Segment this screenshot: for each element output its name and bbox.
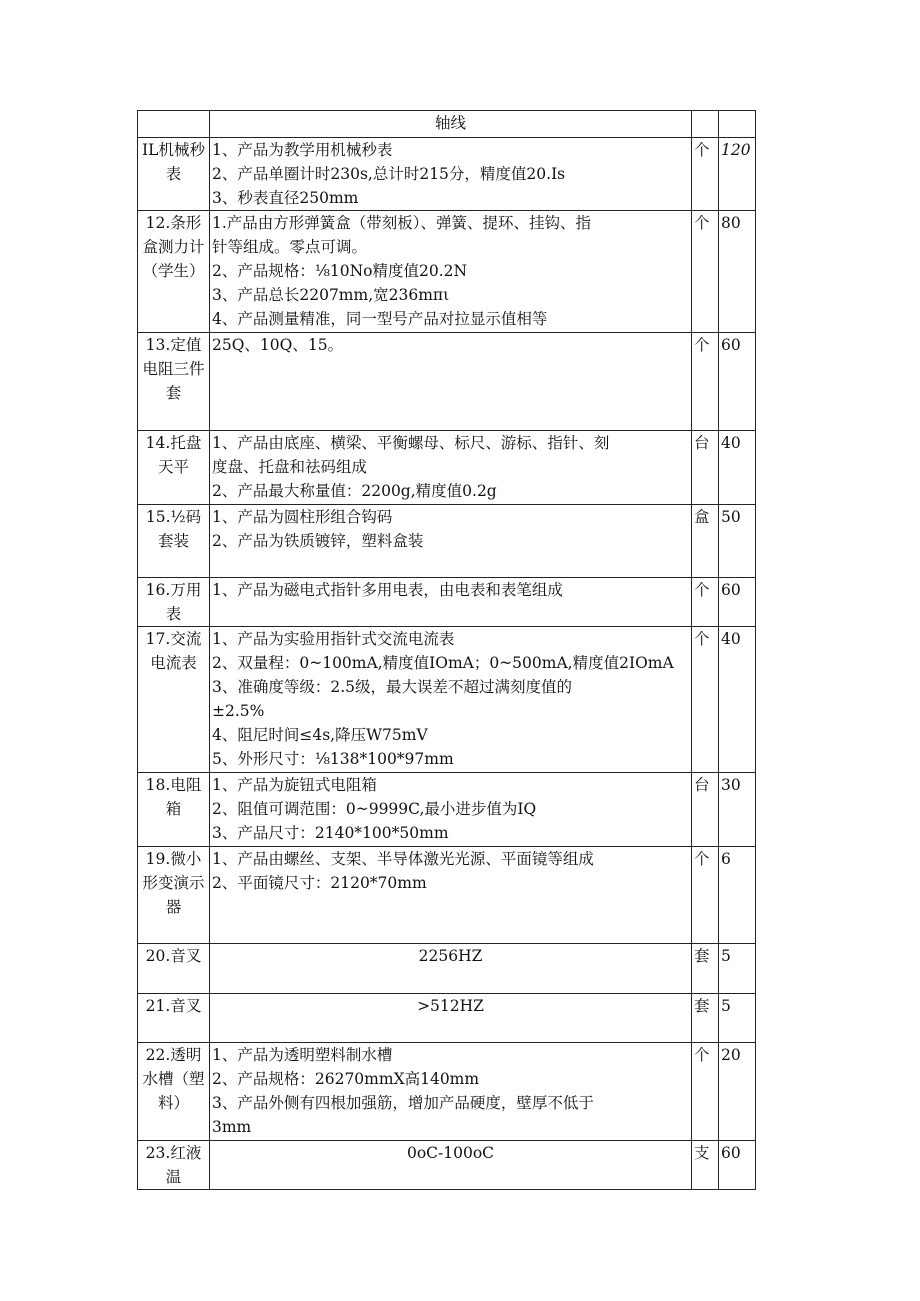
spec-line: ±2.5% [212,702,265,720]
spec-cell [210,505,692,578]
table-row [138,944,756,994]
table-row [138,505,756,578]
item-name-cell: IL机械秒表 [138,138,210,211]
spec-line: 1、产品为磁电式指针多用电表，由电表和表笔组成 [212,581,563,599]
quantity-cell [719,111,756,138]
spec-line: 1、产品由底座、横梁、平衡螺母、标尺、游标、指针、刻 [212,434,610,452]
table-row [138,1043,756,1141]
unit-cell: 支 [692,1141,719,1190]
spec-line: 3mm [212,1118,252,1136]
unit-cell: 个 [692,333,719,431]
item-name-cell: 17.交流电流表 [138,627,210,773]
item-name-cell: 12.条形盒测力计（学生） [138,211,210,333]
spec-line: 1、产品为圆柱形组合钩码 [212,508,393,526]
spec-cell [210,578,692,627]
spec-cell [210,994,692,1043]
item-name-cell: 18.电阻箱 [138,773,210,847]
spec-cell [210,431,692,505]
spec-line: 1.产品由方形弹簧盒（带刻板）、弹簧、提环、挂钩、指 [212,214,592,232]
quantity-cell: 5 [719,994,756,1043]
spec-line: 轴线 [434,114,466,132]
table-row [138,994,756,1043]
quantity-cell: 40 [719,431,756,505]
unit-cell: 台 [692,773,719,847]
item-name-cell: 22.透明水槽（塑料） [138,1043,210,1141]
item-name-cell: 15.½码套装 [138,505,210,578]
quantity-cell: 60 [719,333,756,431]
table-row [138,1141,756,1190]
spec-cell [210,847,692,944]
spec-line: 3、产品外侧有四根加强筋，增加产品硬度，壁厚不低于 [212,1094,594,1112]
spec-line: 2、产品为铁质镀锌，塑料盒装 [212,532,424,550]
unit-cell: 个 [692,1043,719,1141]
quantity-cell: 6 [719,847,756,944]
unit-cell: 台 [692,431,719,505]
spec-line: 度盘、托盘和祛码组成 [212,458,368,476]
spec-cell [210,944,692,994]
spec-line: 2、产品最大称量值：2200g,精度值0.2g [212,482,497,500]
item-name-cell: 13.定值电阻三件套 [138,333,210,431]
quantity-cell: 40 [719,627,756,773]
spec-line: 1、产品由螺丝、支架、半导体激光光源、平面镜等组成 [212,850,594,868]
spec-line: 5、外形尺寸：⅛138*100*97mm [212,750,454,768]
unit-cell: 个 [692,627,719,773]
spec-cell [210,773,692,847]
item-name-cell: 23.红液温 [138,1141,210,1190]
spec-line: 4、产品测量精准，同一型号产品对拉显示值相等 [212,310,548,328]
spec-line: 2256HZ [418,947,483,965]
unit-cell: 个 [692,138,719,211]
spec-line: 3、准确度等级：2.5级，最大误差不超过满刻度值的 [212,678,573,696]
spec-cell [210,1141,692,1190]
spec-line: 1、产品为教学用机械秒表 [212,141,393,159]
quantity-cell: 80 [719,211,756,333]
spec-line: 3、产品总长2207mm,宽236mπι [212,286,450,304]
table-row [138,847,756,944]
quantity-cell: 60 [719,1141,756,1190]
quantity-cell: 120 [719,138,756,211]
unit-cell: 个 [692,578,719,627]
spec-cell [210,627,692,773]
spec-cell [210,333,692,431]
spec-cell [210,211,692,333]
unit-cell [692,111,719,138]
item-name-cell: 20.音叉 [138,944,210,994]
spec-line: 针等组成。零点可调。 [212,238,368,256]
unit-cell: 个 [692,211,719,333]
unit-cell: 盒 [692,505,719,578]
item-name-cell: 21.音叉 [138,994,210,1043]
table-row [138,431,756,505]
spec-line: 2、平面镜尺寸：2120*70mm [212,874,427,892]
unit-cell: 套 [692,994,719,1043]
spec-line: 3、产品尺寸：2140*100*50mm [212,824,449,842]
quantity-cell: 50 [719,505,756,578]
table-row [138,333,756,431]
unit-cell: 个 [692,847,719,944]
spec-line: 3、秒表直径250mm [212,189,359,207]
item-name-cell: 16.万用表 [138,578,210,627]
spec-cell [210,111,692,138]
spec-line: 25Q、10Q、15。 [212,336,344,354]
spec-line: 2、阻值可调范围：0~9999C,最小进步值为IQ [212,800,537,818]
quantity-cell: 5 [719,944,756,994]
spec-line: >512HZ [417,997,484,1015]
spec-line: 1、产品为旋钮式电阻箱 [212,776,377,794]
spec-cell [210,138,692,211]
spec-cell [210,1043,692,1141]
spec-line: 1、产品为实验用指针式交流电流表 [212,630,455,648]
item-name-cell [138,111,210,138]
table-row [138,111,756,138]
table-row [138,627,756,773]
item-name-cell: 19.微小形变演示器 [138,847,210,944]
spec-line: 4、阻尼时间≤4s,降压W75mV [212,726,428,744]
spec-line: 2、双量程：0~100mA,精度值IOmA；0~500mA,精度值2IOmA [212,654,674,672]
equipment-spec-table [137,110,756,1190]
spec-line: 0oC-100oC [406,1144,495,1162]
table-row [138,138,756,211]
spec-line: 2、产品单圈计时230s,总计时215分，精度值20.Is [212,165,566,183]
quantity-cell: 20 [719,1043,756,1141]
item-name-cell: 14.托盘天平 [138,431,210,505]
table-row [138,211,756,333]
unit-cell: 套 [692,944,719,994]
quantity-cell: 60 [719,578,756,627]
spec-line: 2、产品规格：⅛10No精度值20.2N [212,262,468,280]
quantity-cell: 30 [719,773,756,847]
spec-line: 2、产品规格：26270mmX高140mm [212,1070,480,1088]
table-row [138,773,756,847]
spec-line: 1、产品为透明塑料制水槽 [212,1046,393,1064]
table-row [138,578,756,627]
